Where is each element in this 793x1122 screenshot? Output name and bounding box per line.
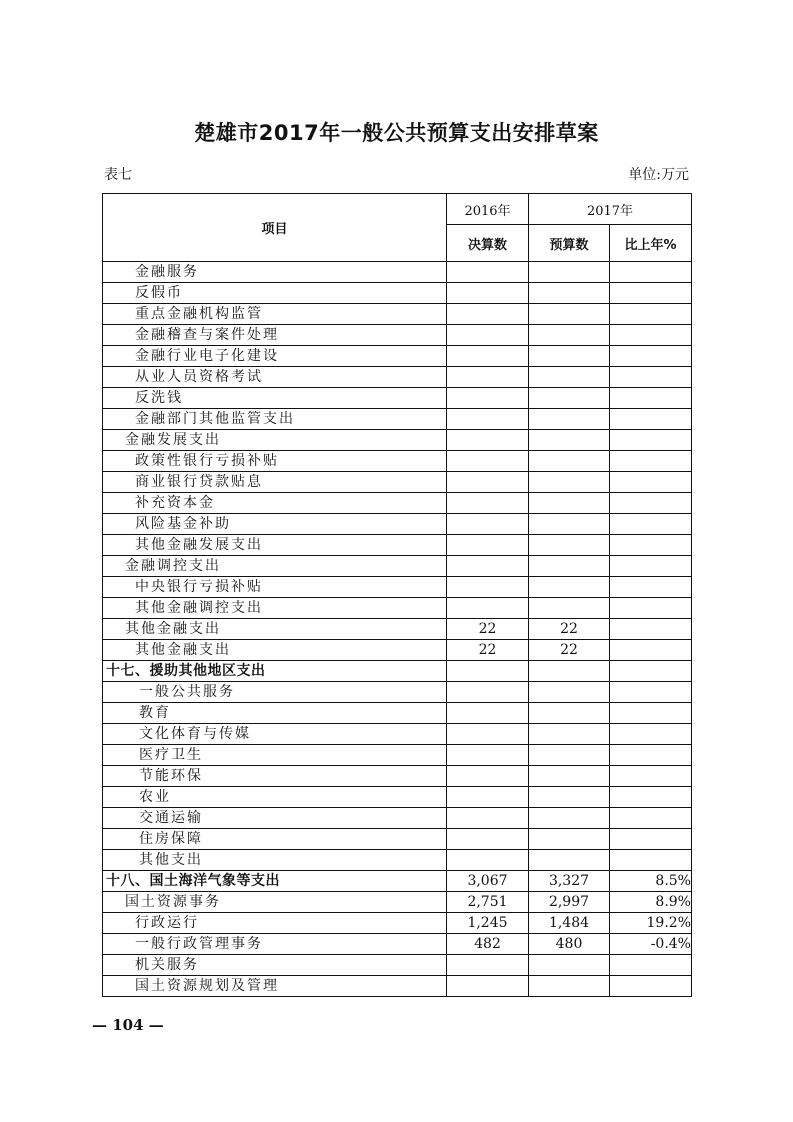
row-budget-2017 — [529, 808, 610, 829]
row-budget-2017 — [529, 367, 610, 388]
table-row — [103, 472, 692, 493]
row-ratio — [610, 472, 692, 493]
table-row — [103, 346, 692, 367]
row-final-2016: 22 — [447, 640, 529, 661]
row-budget-2017 — [529, 955, 610, 976]
row-budget-2017 — [529, 787, 610, 808]
table-row — [103, 262, 692, 283]
table-row — [103, 388, 692, 409]
row-budget-2017 — [529, 493, 610, 514]
row-budget-2017 — [529, 556, 610, 577]
row-item-name: 文化体育与传媒 — [103, 724, 447, 745]
row-item-name: 其他支出 — [103, 850, 447, 871]
row-budget-2017 — [529, 514, 610, 535]
row-item-name: 农业 — [103, 787, 447, 808]
row-ratio — [610, 325, 692, 346]
row-ratio — [610, 409, 692, 430]
row-ratio — [610, 451, 692, 472]
row-final-2016 — [447, 766, 529, 787]
row-item-name: 金融服务 — [103, 262, 447, 283]
row-budget-2017 — [529, 535, 610, 556]
row-budget-2017: 480 — [529, 934, 610, 955]
row-final-2016 — [447, 577, 529, 598]
row-final-2016: 1,245 — [447, 913, 529, 934]
row-final-2016 — [447, 808, 529, 829]
row-budget-2017 — [529, 577, 610, 598]
row-item-name: 交通运输 — [103, 808, 447, 829]
row-item-name: 金融发展支出 — [103, 430, 447, 451]
row-ratio — [610, 640, 692, 661]
row-ratio — [610, 724, 692, 745]
row-final-2016: 482 — [447, 934, 529, 955]
row-item-name: 其他金融支出 — [103, 640, 447, 661]
row-ratio — [610, 577, 692, 598]
table-row — [103, 556, 692, 577]
row-ratio — [610, 619, 692, 640]
row-item-name: 一般公共服务 — [103, 682, 447, 703]
row-item-name: 金融稽查与案件处理 — [103, 325, 447, 346]
row-final-2016 — [447, 682, 529, 703]
table-row — [103, 955, 692, 976]
row-final-2016 — [447, 451, 529, 472]
table-row — [103, 598, 692, 619]
table-header — [103, 194, 692, 262]
row-ratio — [610, 766, 692, 787]
row-final-2016 — [447, 745, 529, 766]
table-row — [103, 871, 692, 892]
row-ratio — [610, 262, 692, 283]
row-item-name: 商业银行贷款贴息 — [103, 472, 447, 493]
row-item-name: 其他金融支出 — [103, 619, 447, 640]
row-final-2016 — [447, 262, 529, 283]
row-final-2016 — [447, 472, 529, 493]
table-row — [103, 661, 692, 682]
row-item-name: 其他金融发展支出 — [103, 535, 447, 556]
row-ratio — [610, 661, 692, 682]
row-item-name: 医疗卫生 — [103, 745, 447, 766]
row-final-2016 — [447, 346, 529, 367]
row-item-name: 国土资源规划及管理 — [103, 976, 447, 997]
table-row — [103, 409, 692, 430]
row-final-2016 — [447, 283, 529, 304]
row-item-name: 金融调控支出 — [103, 556, 447, 577]
row-item-name: 从业人员资格考试 — [103, 367, 447, 388]
row-budget-2017 — [529, 472, 610, 493]
row-item-name: 重点金融机构监管 — [103, 304, 447, 325]
row-budget-2017 — [529, 388, 610, 409]
row-budget-2017 — [529, 829, 610, 850]
row-item-name: 一般行政管理事务 — [103, 934, 447, 955]
row-ratio — [610, 787, 692, 808]
row-budget-2017 — [529, 409, 610, 430]
table-row — [103, 808, 692, 829]
row-budget-2017 — [529, 283, 610, 304]
header-budget: 预算数 — [529, 225, 610, 262]
row-budget-2017 — [529, 661, 610, 682]
row-budget-2017: 22 — [529, 640, 610, 661]
row-budget-2017 — [529, 703, 610, 724]
row-item-name: 补充资本金 — [103, 493, 447, 514]
table-row — [103, 325, 692, 346]
row-ratio — [610, 535, 692, 556]
row-final-2016: 22 — [447, 619, 529, 640]
row-budget-2017 — [529, 262, 610, 283]
table-row — [103, 577, 692, 598]
row-ratio — [610, 493, 692, 514]
header-item: 项目 — [103, 194, 447, 262]
row-final-2016 — [447, 703, 529, 724]
row-budget-2017: 22 — [529, 619, 610, 640]
table-row — [103, 913, 692, 934]
row-item-name: 中央银行亏损补贴 — [103, 577, 447, 598]
header-year-2016: 2016年 — [447, 194, 529, 225]
row-ratio — [610, 976, 692, 997]
row-item-name: 机关服务 — [103, 955, 447, 976]
row-budget-2017 — [529, 325, 610, 346]
table-row — [103, 724, 692, 745]
table-row — [103, 787, 692, 808]
row-budget-2017 — [529, 766, 610, 787]
page-number: — 104 — — [92, 1016, 164, 1034]
row-ratio — [610, 850, 692, 871]
table-row — [103, 934, 692, 955]
row-ratio: 19.2% — [610, 913, 692, 934]
row-ratio — [610, 682, 692, 703]
row-item-name: 其他金融调控支出 — [103, 598, 447, 619]
row-item-name: 住房保障 — [103, 829, 447, 850]
table-row — [103, 619, 692, 640]
row-final-2016 — [447, 787, 529, 808]
row-ratio — [610, 745, 692, 766]
row-ratio: 8.5% — [610, 871, 692, 892]
row-item-name: 金融部门其他监管支出 — [103, 409, 447, 430]
row-ratio — [610, 388, 692, 409]
row-budget-2017 — [529, 745, 610, 766]
row-item-name: 十七、援助其他地区支出 — [103, 661, 447, 682]
row-ratio — [610, 808, 692, 829]
table-row — [103, 304, 692, 325]
row-budget-2017 — [529, 304, 610, 325]
table-row — [103, 850, 692, 871]
table-row — [103, 976, 692, 997]
row-budget-2017 — [529, 430, 610, 451]
table-row — [103, 829, 692, 850]
row-final-2016 — [447, 535, 529, 556]
row-final-2016: 3,067 — [447, 871, 529, 892]
row-budget-2017: 1,484 — [529, 913, 610, 934]
row-item-name: 行政运行 — [103, 913, 447, 934]
row-final-2016 — [447, 598, 529, 619]
row-budget-2017 — [529, 724, 610, 745]
page-title: 楚雄市2017年一般公共预算支出安排草案 — [194, 121, 599, 145]
row-final-2016 — [447, 388, 529, 409]
table-body — [103, 262, 692, 997]
row-item-name: 十八、国土海洋气象等支出 — [103, 871, 447, 892]
row-ratio — [610, 367, 692, 388]
row-ratio — [610, 514, 692, 535]
row-item-name: 政策性银行亏损补贴 — [103, 451, 447, 472]
row-item-name: 金融行业电子化建设 — [103, 346, 447, 367]
row-final-2016 — [447, 976, 529, 997]
table-row — [103, 283, 692, 304]
table-row — [103, 682, 692, 703]
row-final-2016 — [447, 724, 529, 745]
row-final-2016 — [447, 493, 529, 514]
row-budget-2017 — [529, 682, 610, 703]
table-row — [103, 766, 692, 787]
row-final-2016 — [447, 409, 529, 430]
table-row — [103, 367, 692, 388]
table-row — [103, 703, 692, 724]
table-row — [103, 640, 692, 661]
row-budget-2017 — [529, 451, 610, 472]
header-final: 决算数 — [447, 225, 529, 262]
header-year-2017: 2017年 — [529, 194, 692, 225]
row-item-name: 反洗钱 — [103, 388, 447, 409]
row-budget-2017: 3,327 — [529, 871, 610, 892]
row-item-name: 反假币 — [103, 283, 447, 304]
unit-label: 单位:万元 — [628, 167, 689, 183]
row-final-2016 — [447, 325, 529, 346]
row-final-2016 — [447, 661, 529, 682]
row-final-2016 — [447, 556, 529, 577]
row-final-2016 — [447, 829, 529, 850]
row-ratio — [610, 829, 692, 850]
row-ratio — [610, 346, 692, 367]
row-ratio — [610, 703, 692, 724]
budget-table — [102, 193, 692, 997]
row-ratio — [610, 430, 692, 451]
row-ratio: -0.4% — [610, 934, 692, 955]
header-ratio: 比上年% — [610, 225, 692, 262]
table-row — [103, 535, 692, 556]
row-final-2016 — [447, 430, 529, 451]
row-item-name: 教育 — [103, 703, 447, 724]
table-row — [103, 514, 692, 535]
row-ratio — [610, 283, 692, 304]
row-final-2016 — [447, 304, 529, 325]
row-final-2016: 2,751 — [447, 892, 529, 913]
row-budget-2017 — [529, 598, 610, 619]
row-budget-2017 — [529, 850, 610, 871]
row-ratio — [610, 556, 692, 577]
row-final-2016 — [447, 955, 529, 976]
row-budget-2017 — [529, 346, 610, 367]
row-item-name: 节能环保 — [103, 766, 447, 787]
row-budget-2017: 2,997 — [529, 892, 610, 913]
table-row — [103, 892, 692, 913]
table-label: 表七 — [104, 167, 132, 183]
row-item-name: 国土资源事务 — [103, 892, 447, 913]
table-row — [103, 430, 692, 451]
row-ratio — [610, 598, 692, 619]
row-item-name: 风险基金补助 — [103, 514, 447, 535]
table-row — [103, 451, 692, 472]
row-final-2016 — [447, 514, 529, 535]
row-final-2016 — [447, 850, 529, 871]
row-budget-2017 — [529, 976, 610, 997]
table-row — [103, 745, 692, 766]
row-ratio — [610, 955, 692, 976]
row-ratio — [610, 304, 692, 325]
table-row — [103, 493, 692, 514]
row-final-2016 — [447, 367, 529, 388]
row-ratio: 8.9% — [610, 892, 692, 913]
